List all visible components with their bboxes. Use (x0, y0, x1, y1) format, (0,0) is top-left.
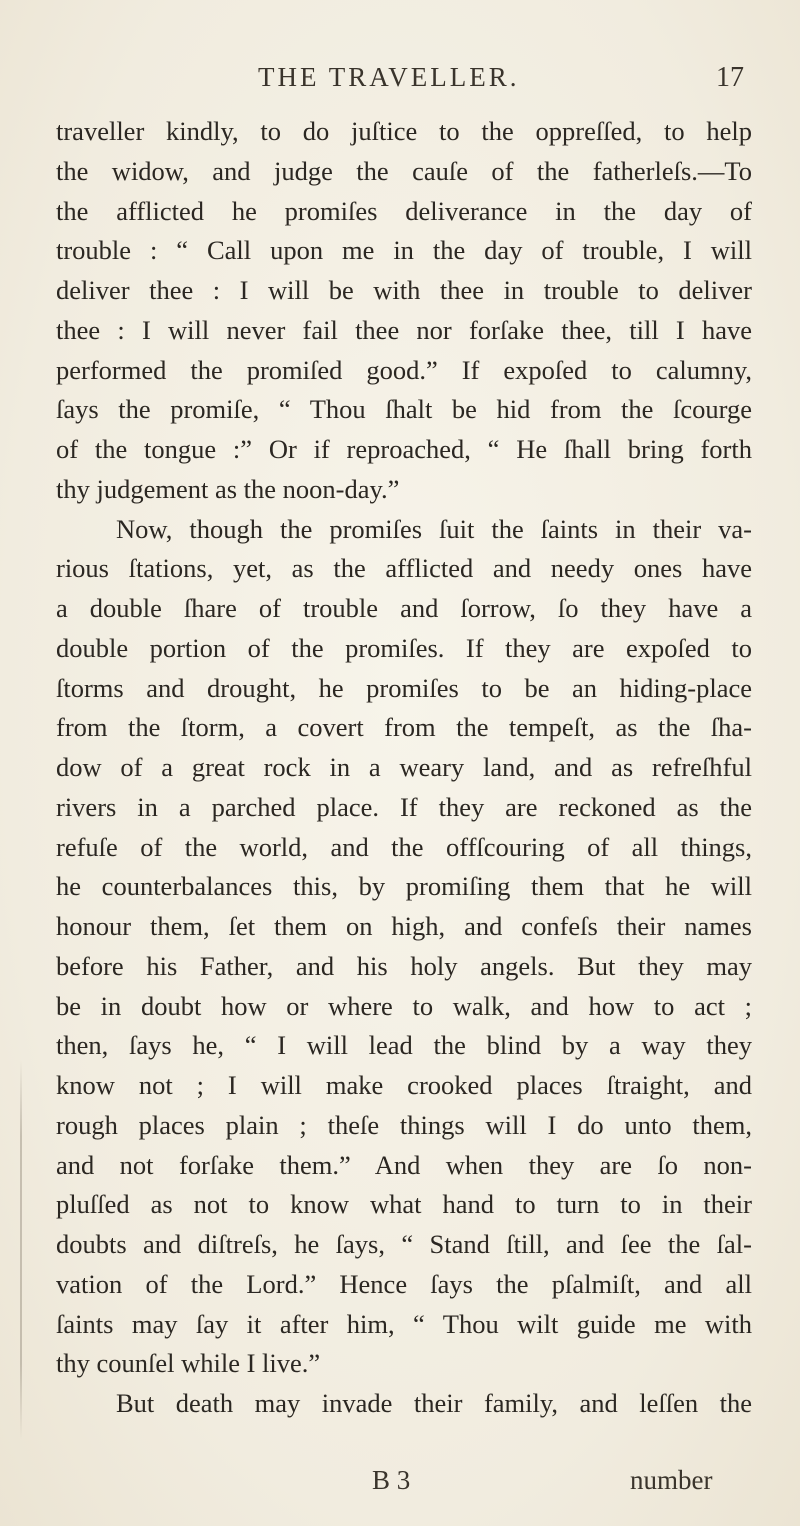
running-title: THE TRAVELLER. (258, 62, 520, 92)
text-line: rough places plain ; theſe things will I do unto them, (56, 1109, 752, 1140)
page-edge-shadow (20, 1060, 22, 1440)
text-line: traveller kindly, to do juſtice to the oppreſſed, to help (56, 116, 752, 146)
text-line: of the tongue :” Or if reproached, “ He ſhall bring forth (56, 434, 752, 464)
text-line: be in doubt how or where to walk, and how to act ; (56, 990, 752, 1021)
page-number: 17 (716, 62, 744, 93)
text-line: doubts and diſtreſs, he ſays, “ Stand ſtill, and ſee the ſal- (56, 1229, 752, 1259)
text-line: performed the promiſed good.” If expoſed to calumny, (56, 354, 752, 385)
text-line: double portion of the promiſes. If they are expoſed to (56, 632, 752, 663)
text-line: thy judgement as the noon-day.” (56, 473, 400, 504)
text-line: then, ſays he, “ I will lead the blind by a way they (56, 1030, 752, 1061)
text-line: know not ; I will make crooked places ſtraight, and (56, 1070, 752, 1100)
text-line: a double ſhare of trouble and ſorrow, ſo they have a (56, 593, 752, 623)
text-line: rious ſtations, yet, as the afflicted and needy ones have (56, 553, 752, 584)
text-line: ſaints may ſay it after him, “ Thou wilt guide me with (56, 1308, 752, 1339)
text-line: and not forſake them.” And when they are ſo non- (56, 1149, 752, 1180)
text-line: before his Father, and his holy angels. But they may (56, 950, 752, 981)
text-line: deliver thee : I will be with thee in trouble to deliver (56, 275, 752, 305)
text-line: thy counſel while I live.” (56, 1348, 321, 1379)
body-text (56, 112, 752, 1424)
text-line: refuſe of the world, and the offſcouring of all things, (56, 831, 752, 862)
signature-mark: B 3 (372, 1465, 411, 1495)
text-line: ſays the promiſe, “ Thou ſhalt be hid from the ſcourge (56, 394, 752, 425)
text-line: rivers in a parched place. If they are reckoned as the (56, 791, 752, 822)
text-line: he counterbalances this, by promiſing them that he will (56, 871, 752, 902)
text-line: vation of the Lord.” Hence ſays the pſalmiſt, and all (56, 1268, 752, 1299)
text-line: pluſſed as not to know what hand to turn to in their (56, 1189, 752, 1220)
text-line: the widow, and judge the cauſe of the fatherleſs.—To (56, 155, 752, 186)
text-line: ſtorms and drought, he promiſes to be an hiding-place (56, 672, 752, 703)
text-line: trouble : “ Call upon me in the day of trouble, I will (56, 235, 752, 266)
running-head (0, 62, 800, 102)
page-footer (0, 1465, 800, 1505)
text-line: dow of a great rock in a weary land, and as refreſhful (56, 752, 752, 782)
text-line: honour them, ſet them on high, and confeſs their names (56, 911, 752, 941)
text-line: from the ſtorm, a covert from the tempeſt, as the ſha- (56, 712, 752, 743)
text-line: the afflicted he promiſes deliverance in the day of (56, 195, 752, 226)
paragraph-start-line: But death may invade their family, and leſſen the (116, 1388, 752, 1418)
catchword: number (630, 1465, 713, 1495)
paragraph-start-line: Now, though the promiſes ſuit the ſaints in their va- (116, 513, 752, 544)
text-line: thee : I will never fail thee nor forſake thee, till I have (56, 314, 752, 345)
